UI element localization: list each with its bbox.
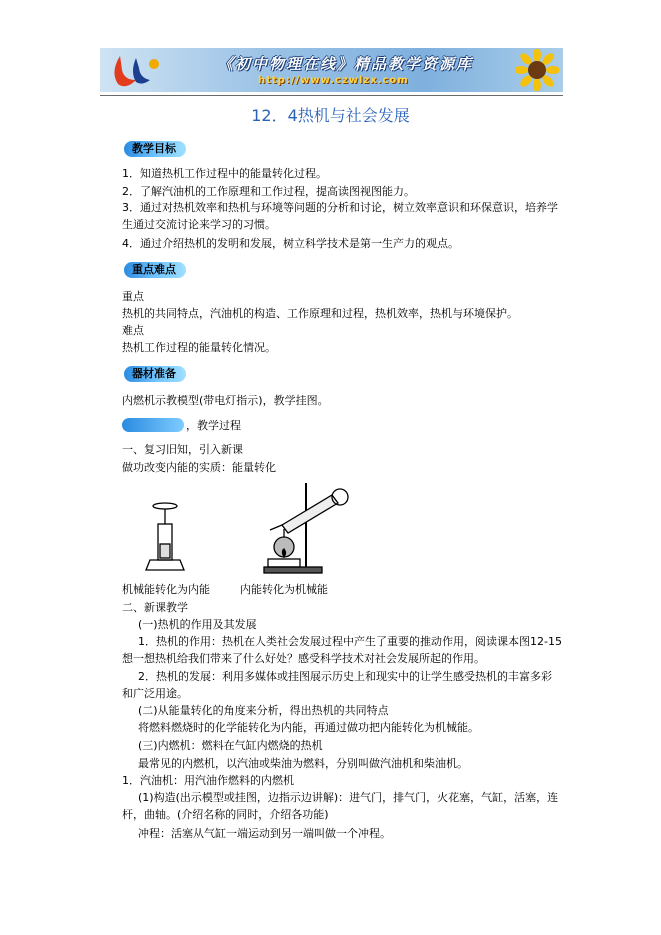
review-question: 做功改变内能的实质：能量转化 <box>122 461 276 474</box>
paragraph: 将燃料燃烧时的化学能转化为内能，再通过做功把内能转化为机械能。 <box>138 721 479 734</box>
caption-right: 内能转化为机械能 <box>240 583 328 596</box>
paragraph: 1．汽油机：用汽油作燃料的内燃机 <box>122 774 294 787</box>
paragraph: 2．热机的发展：利用多媒体或挂图展示历史上和现实中的让学生感受热机的丰富多彩和广泛用途。 <box>122 670 552 700</box>
paragraph: (1)构造(出示模型或挂图，边指示边讲解)：进气门，排气门，火花塞，气缸，活塞，连杆，曲轴。(介绍名称的同时，介绍各功能) <box>122 791 559 821</box>
materials-text: 内燃机示教模型(带电灯指示)，教学挂图。 <box>122 394 329 407</box>
section-tag-objectives: 教学目标 <box>124 141 186 157</box>
review-heading: 一、复习旧知，引入新课 <box>122 443 243 456</box>
paragraph: 1．热机的作用：热机在人类社会发展过程中产生了重要的推动作用，阅读课本图12-15想一想热机给我们带来了什么好处？感受科学技术对社会发展所起的作用。 <box>122 635 562 665</box>
paragraph: 冲程：活塞从气缸一端运动到另一端叫做一个冲程。 <box>138 827 391 840</box>
subsection-title: (三)内燃机：燃料在气缸内燃烧的热机 <box>138 739 323 752</box>
subsection-title: (一)热机的作用及其发展 <box>138 618 257 631</box>
caption-left: 机械能转化为内能 <box>122 583 210 596</box>
process-heading: ，教学过程 <box>186 419 241 432</box>
steam-tube-figure <box>262 475 356 575</box>
objective-item: 1．知道热机工作过程中的能量转化过程。 <box>122 167 327 180</box>
difficulty-text: 热机工作过程的能量转化情况。 <box>122 341 276 354</box>
section-tag-process <box>122 418 184 432</box>
paragraph: 最常见的内燃机，以汽油或柴油为燃料，分别叫做汽油机和柴油机。 <box>138 757 468 770</box>
subsection-title: (二)从能量转化的角度来分析，得出热机的共同特点 <box>138 704 389 717</box>
difficulty-label: 难点 <box>122 324 144 337</box>
compression-syringe-figure <box>140 500 190 575</box>
objective-item: 3．通过对热机效率和热机与环境等问题的分析和讨论，树立效率意识和环保意识，培养学生通过交流讨论来学习的习惯。 <box>122 201 558 231</box>
objective-item: 4．通过介绍热机的发明和发展，树立科学技术是第一生产力的观点。 <box>122 237 459 250</box>
header-banner <box>100 48 563 92</box>
new-lesson-heading: 二、新课教学 <box>122 601 188 614</box>
focus-label: 重点 <box>122 290 144 303</box>
page-title: 12．4热机与社会发展 <box>251 106 410 125</box>
focus-text: 热机的共同特点，汽油机的构造、工作原理和过程，热机效率，热机与环境保护。 <box>122 307 518 320</box>
objective-item: 2．了解汽油机的工作原理和工作过程，提高读图视图能力。 <box>122 185 415 198</box>
site-logo-icon <box>106 50 168 90</box>
banner-title: 《初中物理在线》精品教学资源库 <box>218 55 474 73</box>
header-rule <box>100 95 563 96</box>
sunflower-icon <box>515 49 559 91</box>
section-tag-key-points: 重点难点 <box>124 262 186 278</box>
section-tag-materials: 器材准备 <box>124 366 186 382</box>
banner-url: http://www.czwlzx.com <box>258 75 409 86</box>
